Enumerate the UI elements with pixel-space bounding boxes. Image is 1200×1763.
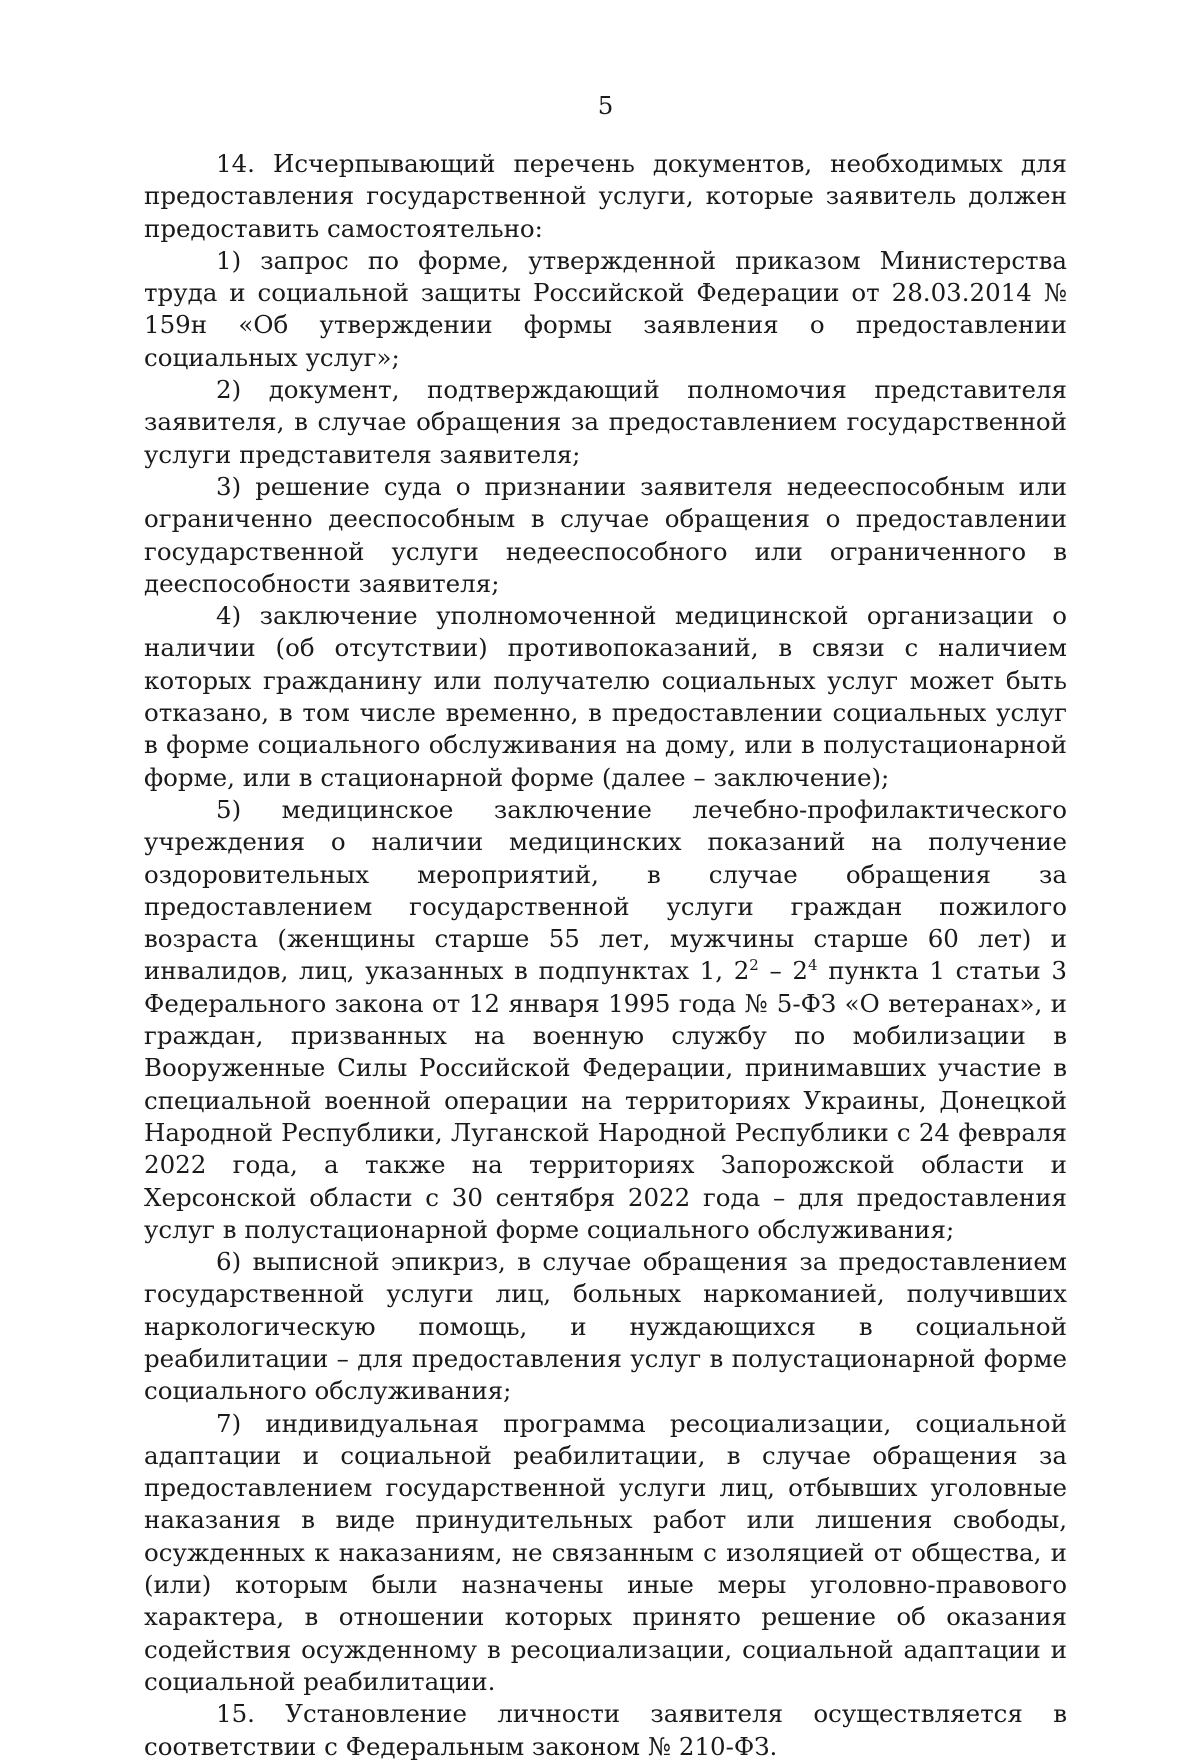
page-number: 5 xyxy=(597,91,614,120)
paragraph-item-5 xyxy=(144,794,1067,1246)
paragraph-item-2: 2) документ, подтверждающий полномочия представителя заявителя, в случае обращения за предоставлением государственной услуги представителя заявителя; xyxy=(144,375,1067,469)
paragraph-item-7: 7) индивидуальная программа ресоциализации, социальной адаптации и социальной реабилитации, в случае обращения за предоставлением государственной услуги лиц, отбывших уголовные наказания в виде принудительных работ или лишения свободы, осужденных к наказаниям, не связанным с изоляцией от общества, и (или) которым были назначены иные меры уголовно-правового характера, в отношении которых принято решение об оказания содействия осужденному в ресоциализации, социальной адаптации и социальной реабилитации. xyxy=(144,1408,1067,1696)
paragraph-item-5-part1: 5) медицинское заключение лечебно-профилактического учреждения о наличии медицинских показаний на получение оздоровительных мероприятий, в случае обращения за предоставлением государственной услуги граждан пожилого возраста (женщины старше 55 лет, мужчины старше 60 лет) и инвалидов, лиц, указанных в подпунктах 1, 2 xyxy=(144,794,1067,986)
paragraph-item-6: 6) выписной эпикриз, в случае обращения за предоставлением государственной услуги лиц, больных наркоманией, получивших наркологическую помощь, и нуждающихся в социальной реабилитации – для предоставления услуг в полустационарной форме социального обслуживания; xyxy=(144,1247,1067,1406)
superscript-2: 2 xyxy=(749,956,759,975)
superscript-4: 4 xyxy=(808,956,818,975)
paragraph-item-3: 3) решение суда о признании заявителя недееспособным или ограниченно дееспособным в случае обращения о предоставлении государственной услуги недееспособного или ограниченного в дееспособности заявителя; xyxy=(144,471,1067,598)
paragraph-item-1: 1) запрос по форме, утвержденной приказом Министерства труда и социальной защиты Российской Федерации от 28.03.2014 № 159н «Об утверждении формы заявления о предоставлении социальных услуг»; xyxy=(144,245,1067,372)
paragraph-15: 15. Установление личности заявителя осуществляется в соответствии с Федеральным законом № 210-ФЗ. xyxy=(144,1699,1067,1761)
paragraph-item-5-part3: пункта 1 статьи 3 Федерального закона от 12 января 1995 года № 5-ФЗ «О ветеранах», и граждан, призванных на военную службу по мобилизации в Вооруженные Силы Российской Федерации, принимавших участие в специальной военной операции на территориях Украины, Донецкой Народной Республики, Луганской Народной Республики с 24 февраля 2022 года, а также на территориях Запорожской области и Херсонской области с 30 сентября 2022 года – для предоставления услуг в полустационарной форме социального обслуживания; xyxy=(144,956,1067,1244)
paragraph-item-4: 4) заключение уполномоченной медицинской организации о наличии (об отсутствии) противопоказаний, в связи с наличием которых гражданину или получателю социальных услуг может быть отказано, в том числе временно, в предоставлении социальных услуг в форме социального обслуживания на дому, или в полустационарной форме, или в стационарной форме (далее – заключение); xyxy=(144,601,1067,792)
paragraph-14: 14. Исчерпывающий перечень документов, необходимых для предоставления государственной услуги, которые заявитель должен предоставить самостоятельно: xyxy=(144,149,1067,243)
paragraph-item-5-part2: – 2 xyxy=(758,956,808,986)
